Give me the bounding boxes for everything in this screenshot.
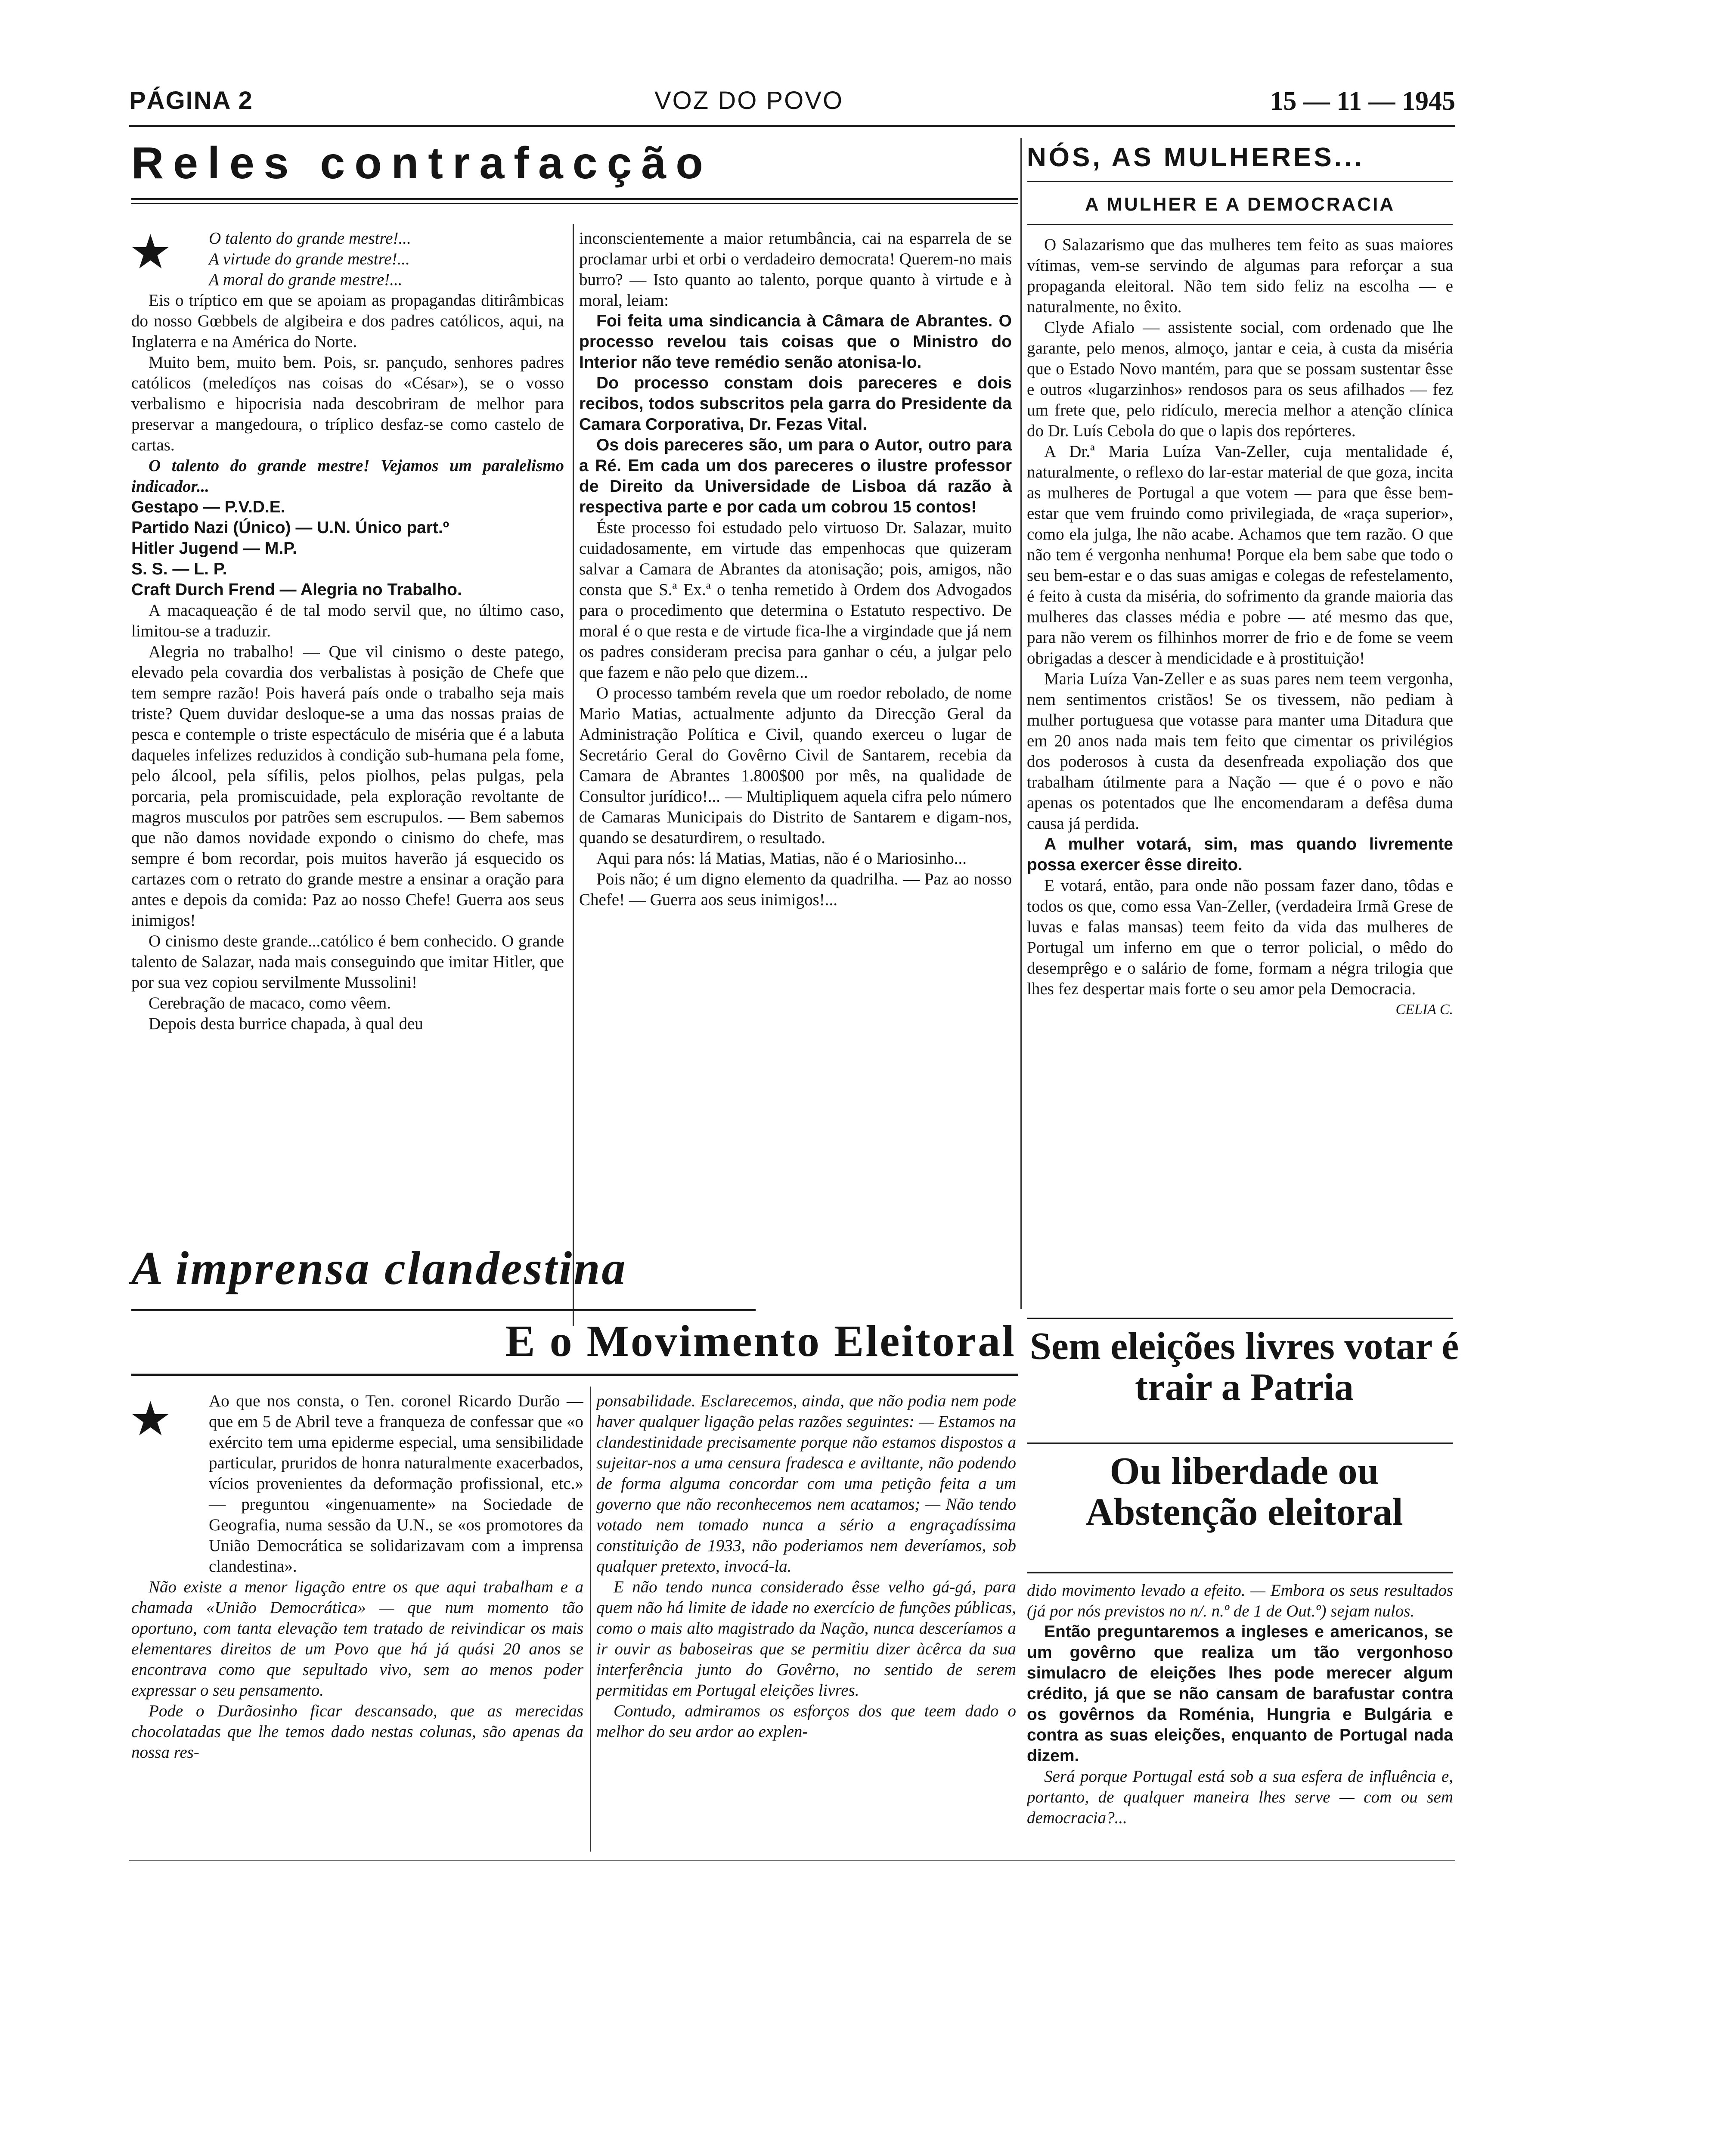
comparison-line: S. S. — L. P. xyxy=(131,560,227,578)
paragraph: Do processo constam dois pareceres e dois recibos, todos subscritos pela garra do Presidente da Camara Corporativa, Dr. Fezas Vital. xyxy=(579,374,1012,434)
paragraph: Pois não; é um digno elemento da quadrilha. — Paz ao nosso Chefe! — Guerra aos seus inimigos!... xyxy=(579,870,1012,909)
paragraph: inconscientemente a maior retumbância, cai na esparrela de se proclamar urbi et orbi o verdadeiro democrata! Querem-no mais burro? — Isto quanto ao talento, porque quanto à virtude e à moral, leiam: xyxy=(579,229,1012,310)
header-rule xyxy=(129,125,1455,127)
paragraph: Não existe a menor ligação entre os que aqui trabalham e a chamada «União Democrática» — que num momento tão oportuno, com tanta elevação tem tratado de reivindicar os mais elementares direitos de um Povo que há já quási 20 anos se encontrava como que sepultado vivo, sem ao menos poder expressar o seu pensamento. xyxy=(131,1578,583,1700)
paragraph: Os dois pareceres são, um para o Autor, outro para a Ré. Em cada um dos pareceres o ilustre professor de Direito da Universidade de Lisboa dá razão à respectiva parte e por cada um cobrou 15 contos! xyxy=(579,436,1012,516)
paragraph: Ao que nos consta, o Ten. coronel Ricardo Durão — que em 5 de Abril teve a franqueza de confessar que «o exército tem uma epiderme especial, uma sensibilidade particular, pruridos de honra naturalmente exacerbados, vícios provenientes da deformação profissional, etc.» — preguntou «ingenuamente» na Sociedade de Geografia, numa sessão da U.N., se «os promotores da União Democrática se solidarizavam com a imprensa clandestina». xyxy=(209,1392,583,1576)
paragraph: E votará, então, para onde não possam fazer dano, tôdas e todos os que, como essa Van-Zeller, (verdadeira Irmã Grese de luvas e falas mansas) teem feito da vida das mulheres de Portugal um inferno em que o terror policial, o mêdo do desemprêgo e o salário de fome, formam a négra trilogia que lhes fez despertar mais forte o seu amor pela Democracia. xyxy=(1027,876,1453,998)
star-icon: ★ xyxy=(129,224,172,279)
paragraph: Será porque Portugal está sob a sua esfera de influência e, portanto, de qualquer maneira lhes serve — com ou sem democracia?... xyxy=(1027,1767,1453,1827)
section-title-nos: NÓS, AS MULHERES... xyxy=(1027,143,1364,172)
comparison-line: Hitler Jugend — M.P. xyxy=(131,539,298,558)
column-divider xyxy=(1020,138,1022,1309)
article-subtitle-movimento: E o Movimento Eleitoral xyxy=(505,1316,1016,1366)
paragraph: Cerebração de macaco, como vêem. xyxy=(149,994,391,1012)
imprensa-column-2 xyxy=(596,1391,1016,1843)
paragraph: A virtude do grande mestre!... xyxy=(209,250,410,268)
subhead-mulher-democracia: A MULHER E A DEMOCRACIA xyxy=(1085,194,1395,215)
comparison-line: Partido Nazi (Único) — U.N. Único part.º xyxy=(131,518,449,537)
headline-ou-liberdade: Ou liberdade ou Abstenção eleitoral xyxy=(1085,1450,1403,1533)
paragraph: O Salazarismo que das mulheres tem feito as suas maiores vítimas, vem-se servindo de algumas para reforçar a sua propaganda eleitoral. Não tem sido feliz na escolha — e naturalmente, no êxito. xyxy=(1027,236,1453,316)
reles-column-2 xyxy=(579,228,1012,1318)
paragraph: O processo também revela que um roedor rebolado, de nome Mario Matias, actualmente adjunto da Direcção Geral da Administração Política e Civil, quando exerceu o lugar de Secretário Geral do Govêrno Civil de Santarem, recebia da Camara de Abrantes 1.800$00 por mês, na qualidade de Consultor jurídico!... — Multipliquem aquela cifra pelo número de Camaras Municipais do Distrito de Santarem e digam-nos, quando se desaturdirem, o resultado. xyxy=(579,684,1012,847)
paragraph: Éste processo foi estudado pelo virtuoso Dr. Salazar, muito cuidadosamente, em virtude das empenhocas que quizeram salvar a Camara de Abrantes da atonisação; pois, amigos, não consta que S.ª Ex.ª o tenha remetido à Ordem dos Advogados para o procedimento que determina o Estatuto respectivo. De moral é o que resta e de virtude fica-lhe a virgindade que já nem os padres consideram precisa para ganhar o céu, a julgar pelo que fazem e não pelo que dizem... xyxy=(579,518,1012,682)
imprensa-sub-rule xyxy=(131,1374,1018,1376)
column-divider xyxy=(590,1387,591,1852)
paragraph: Muito bem, muito bem. Pois, sr. pançudo, senhores padres católicos (meledíços nas coisas do «César»), se o vosso verbalismo e hipocrisia nada descobriram de melhor para preservar a mangedoura, o tríplico desfaz-se como castelo de cartas. xyxy=(131,353,564,454)
star-icon: ★ xyxy=(129,1391,172,1446)
page-header xyxy=(129,86,1455,125)
paragraph: E não tendo nunca considerado êsse velho gá-gá, para quem não há limite de idade no exercício de funções públicas, como o mais alto magistrado da Nação, nunca desceríamos a ir ouvir as baboseiras que se permitiu dizer àcêrca da sua interferência junto do Govêrno, no sentido de serem permitidas em Portugal eleições livres. xyxy=(596,1578,1016,1700)
imprensa-rule xyxy=(131,1309,756,1311)
paragraph: O talento do grande mestre!... xyxy=(209,229,411,248)
article-title-imprensa: A imprensa clandestina xyxy=(131,1242,627,1294)
headline-sem-eleicoes: Sem eleições livres votar é trair a Patria xyxy=(1029,1325,1459,1408)
reles-title-rule-2 xyxy=(131,203,1018,204)
paragraph: Clyde Afialo — assistente social, com ordenado que lhe garante, pelo menos, almoço, jantar e ceia, à custa da miséria que o Estado Novo mantém, para que se possam sustentar êsse e outros «lugarzinhos» rendosos para os seus afilhados — fez um frete que, pelo ridículo, merecia melhor a atenção clínica do Dr. Luís Cebola do que o lapis dos repórteres. xyxy=(1027,318,1453,440)
paragraph: O cinismo deste grande...católico é bem conhecido. O grande talento de Salazar, nada mais conseguindo que imitar Hitler, que por sua vez copiou servilmente Mussolini! xyxy=(131,932,564,992)
paragraph: dido movimento levado a efeito. — Embora os seus resultados (já por nós previstos no n/. n.º de 1 de Out.º) sejam nulos. xyxy=(1027,1581,1453,1620)
paragraph: Então preguntaremos a ingleses e americanos, se um govêrno que realiza um tão vergonhoso simulacro de eleições lhes pode merecer algum crédito, já que se não cansam de barafustar contra os govêrnos da Roménia, Hungria e Bulgária e contra as suas eleições, enquanto de Portugal nada dizem. xyxy=(1027,1623,1453,1765)
article-title-reles: Reles contrafacção xyxy=(131,138,713,188)
reles-column-1 xyxy=(129,224,564,1318)
paragraph: A mulher votará, sim, mas quando livremente possa exercer êsse direito. xyxy=(1027,835,1453,874)
horizontal-rule-mid xyxy=(1027,1318,1453,1319)
paragraph: A moral do grande mestre!... xyxy=(209,270,403,289)
bottom-rule xyxy=(129,1860,1455,1861)
paragraph: Eis o tríptico em que se apoiam as propagandas ditirâmbicas do nosso Gœbbels de algibeira e dos padres católicos, aqui, na Inglaterra e na América do Norte. xyxy=(131,291,564,351)
comparison-line: Gestapo — P.V.D.E. xyxy=(131,498,285,516)
signature: CELIA C. xyxy=(1395,1002,1453,1018)
paragraph: Depois desta burrice chapada, à qual deu xyxy=(149,1014,423,1033)
page-number: PÁGINA 2 xyxy=(129,87,253,115)
eleicoes-rule-2 xyxy=(1027,1572,1453,1573)
reles-title-rule xyxy=(131,198,1018,200)
eleicoes-rule xyxy=(1027,1443,1453,1444)
comparison-line: Craft Durch Frend — Alegria no Trabalho. xyxy=(131,580,462,599)
paragraph: Alegria no trabalho! — Que vil cinismo o deste patego, elevado pela covardia dos verbalistas à posição de Chefe que tem sempre razão! Pois haverá país onde o trabalho seja mais triste? Quem duvidar desloque-se a uma das nossas praias de pesca e contemple o triste espectáculo de miséria que é a labuta daqueles infelizes reduzidos à condição sub-humana pela fome, pelo álcool, pela sífilis, pelos piolhos, pelas pulgas, pela porcaria, pela promiscuidade, pela exploração revoltante de magros musculos por patrões sem escrupulos. — Bem sabemos que não damos novidade expondo o cinismo do chefe, mas sempre é bom recordar, pois muitos haverão já esquecido os cartazes com o retrato do grande mestre a ensinar a oração para antes e depois da comida: Paz ao nosso Chefe! Guerra aos seus inimigos! xyxy=(131,642,564,930)
nos-sub-rule xyxy=(1027,224,1453,225)
paragraph: O talento do grande mestre! Vejamos um paralelismo indicador... xyxy=(131,456,564,496)
paragraph: Foi feita uma sindicancia à Câmara de Abrantes. O processo revelou tais coisas que o Ministro do Interior não teve remédio senão atonisa-lo. xyxy=(579,312,1012,372)
paragraph: Pode o Durãosinho ficar descansado, que as merecidas chocolatadas que lhe temos dado nestas colunas, são apenas da nossa res- xyxy=(131,1702,583,1762)
paragraph: Contudo, admiramos os esforços dos que teem dado o melhor do seu ardor ao explen- xyxy=(596,1702,1016,1741)
imprensa-column-1 xyxy=(131,1391,583,1843)
nos-rule xyxy=(1027,181,1453,182)
paragraph: Maria Luíza Van-Zeller e as suas pares nem teem vergonha, nem sentimentos cristãos! Se os tivessem, não pediam à mulher portuguesa que votasse para manter uma Ditadura que em 20 anos nada mais tem feito que cimentar os privilégios dos poderosos à custa da desenfreada expoliação dos que trabalham útilmente para a Nação — que é o povo e não apenas os potentados que lhe encomendaram a defêsa duma causa já perdida. xyxy=(1027,670,1453,833)
newspaper-name: VOZ DO POVO xyxy=(654,87,844,115)
paragraph: A Dr.ª Maria Luíza Van-Zeller, cuja mentalidade é, naturalmente, o reflexo do lar-estar material de que goza, incita as mulheres de Portugal a que votem — para que êsse bem-estar que vem fruindo como privilegiada, de «raça superior», como ela julga, lhe não acabe. Achamos que tem razão. O que não tem é vergonha nenhuma! Porque ela bem sabe que todo o seu bem-estar e o das suas amigas e colegas de refestelamento, é feito à custa da miséria, do sofrimento da grande maioria das mulheres das classes média e pobre — até mesmo das que, para não verem os filhinhos morrer de frio e de fome se veem obrigadas a descer à mendicidade e à prostituição! xyxy=(1027,442,1453,667)
eleicoes-column xyxy=(1027,1580,1453,1847)
issue-date: 15 — 11 — 1945 xyxy=(1270,87,1455,116)
paragraph: ponsabilidade. Esclarecemos, ainda, que não podia nem pode haver qualquer ligação pelas razões seguintes: — Estamos na clandestinidade precisamente porque não estamos dispostos a sujeitar-nos a uma censura fradesca e aviltante, não podendo de forma alguma concordar com uma petição feita a um governo que não reconhecemos nem acatamos; — Não tendo votado nem tomado nunca a sério a engraçadíssima constituição de 1933, não poderiamos nem deveríamos, sob qualquer pretexto, invocá-la. xyxy=(596,1392,1016,1576)
nos-column xyxy=(1027,235,1453,1285)
column-divider xyxy=(573,224,574,1326)
paragraph: A macaqueação é de tal modo servil que, no último caso, limitou-se a traduzir. xyxy=(131,601,564,640)
paragraph: Aqui para nós: lá Matias, Matias, não é o Mariosinho... xyxy=(596,849,967,868)
